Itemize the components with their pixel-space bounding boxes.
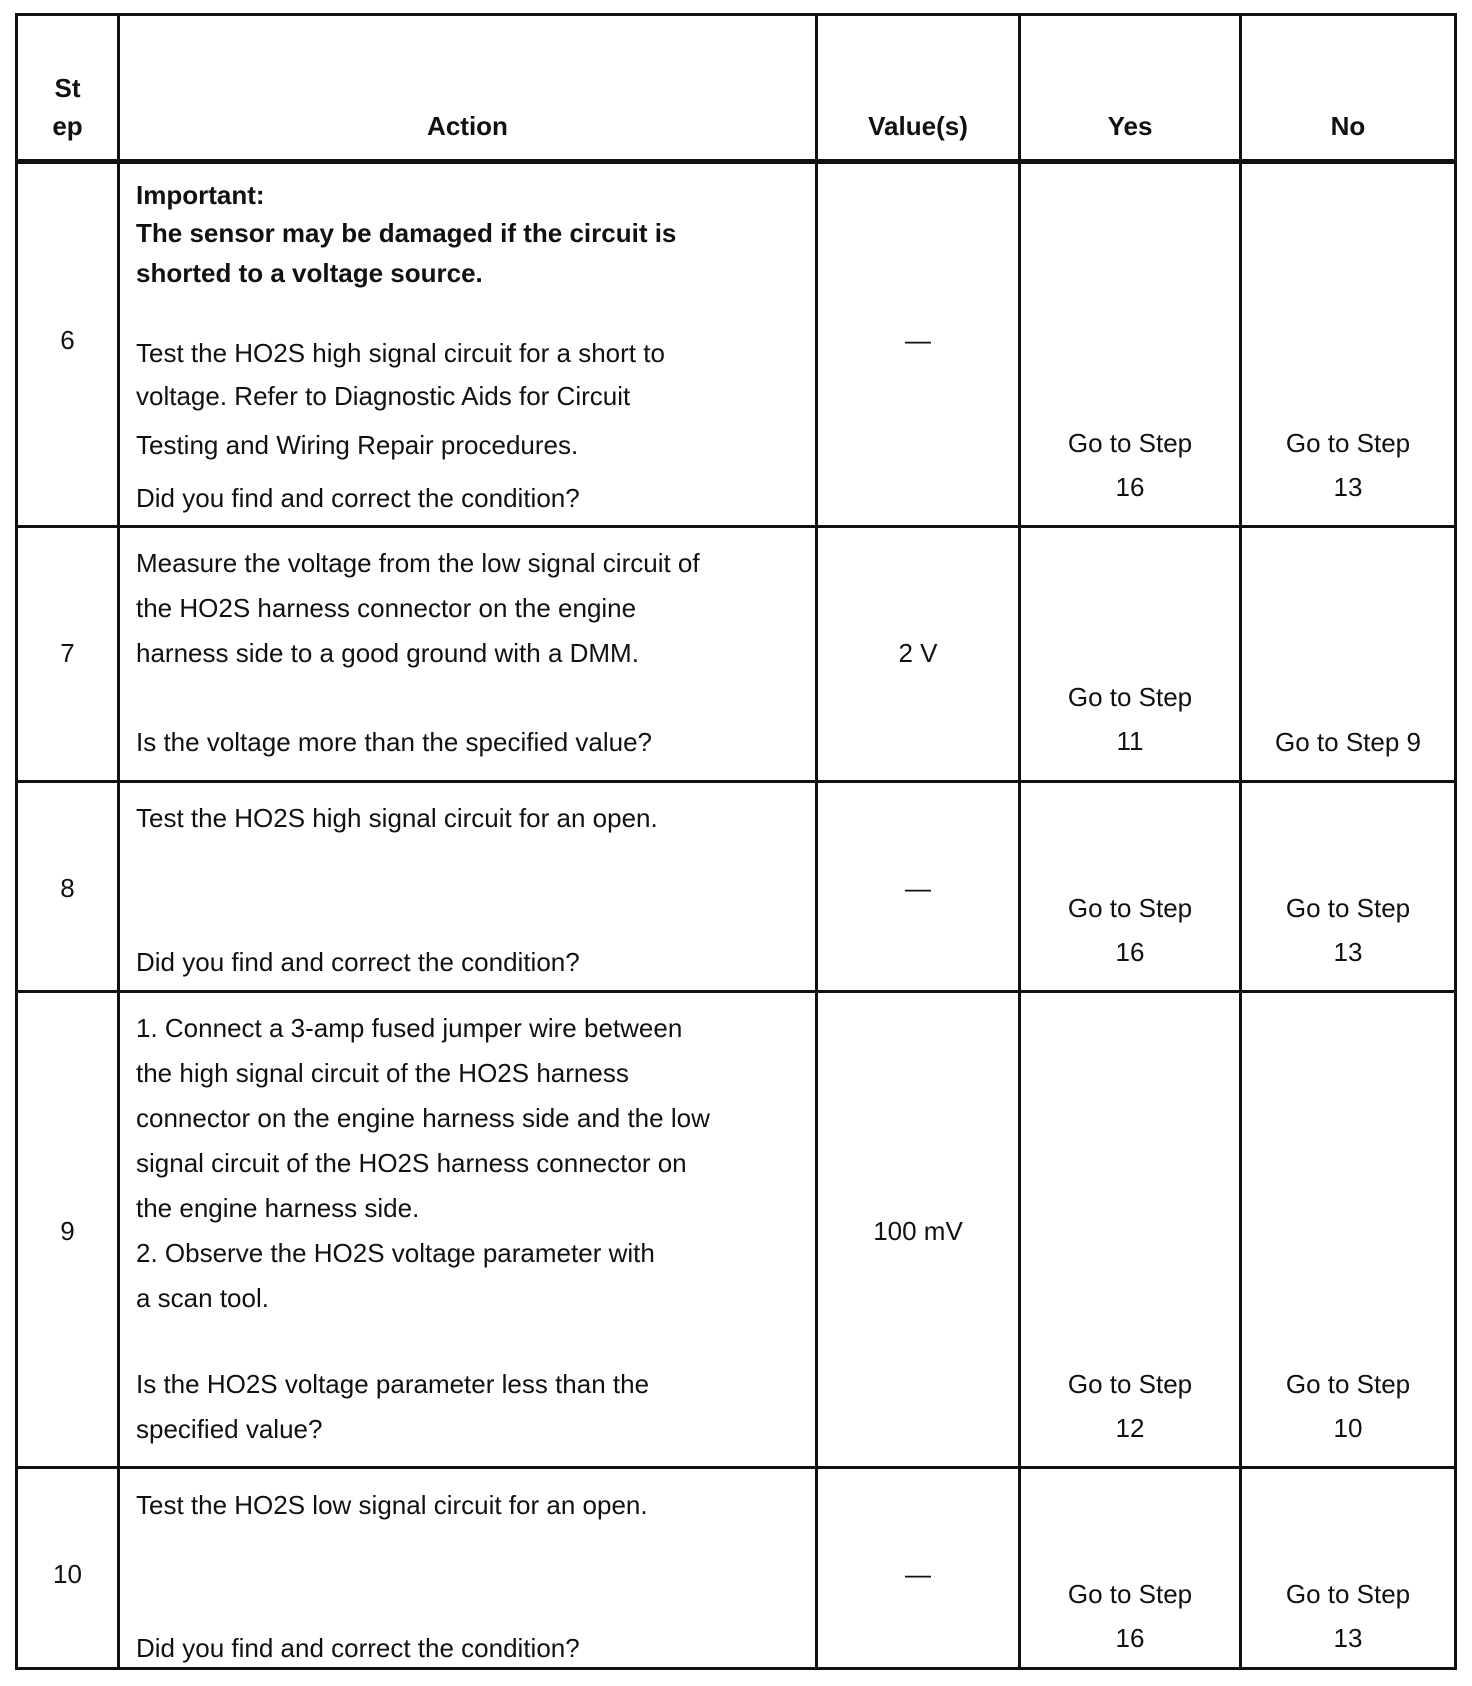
yes-cell: Go to Step 16 bbox=[1067, 428, 1193, 502]
value-cell: — bbox=[905, 1559, 931, 1589]
action-question: Did you find and correct the condition? bbox=[136, 483, 580, 513]
header-yes: Yes bbox=[1107, 111, 1153, 141]
action-text-line: Testing and Wiring Repair procedures. bbox=[136, 430, 579, 460]
action-text-line: the engine harness side. bbox=[136, 1193, 420, 1223]
important-label: Important: bbox=[136, 180, 265, 210]
value-cell: — bbox=[905, 325, 931, 355]
value-cell: 2 V bbox=[898, 638, 938, 668]
yes-cell: Go to Step 12 bbox=[1067, 1369, 1193, 1443]
no-cell: Go to Step 13 bbox=[1285, 1579, 1411, 1653]
diagnostic-table bbox=[15, 13, 1457, 1670]
yes-cell: Go to Step 16 bbox=[1067, 1579, 1193, 1653]
yes-cell: Go to Step 11 bbox=[1067, 682, 1193, 756]
action-text-line: connector on the engine harness side and the low bbox=[136, 1103, 710, 1133]
action-text-line: Test the HO2S high signal circuit for a short to bbox=[136, 338, 665, 368]
step-number: 9 bbox=[60, 1216, 75, 1246]
table-border-left bbox=[15, 13, 18, 1670]
step-number: 10 bbox=[53, 1559, 82, 1589]
value-cell: 100 mV bbox=[873, 1216, 963, 1246]
no-cell: Go to Step 9 bbox=[1275, 727, 1421, 757]
action-question: Did you find and correct the condition? bbox=[136, 1633, 580, 1663]
action-text-line: Test the HO2S low signal circuit for an open. bbox=[136, 1490, 648, 1520]
action-text-line: voltage. Refer to Diagnostic Aids for Circuit bbox=[136, 381, 631, 411]
action-question: Did you find and correct the condition? bbox=[136, 947, 580, 977]
header-step: St ep bbox=[52, 73, 83, 141]
yes-cell: Go to Step 16 bbox=[1067, 893, 1193, 967]
action-text-line: Measure the voltage from the low signal circuit of bbox=[136, 548, 700, 578]
action-text-line: harness side to a good ground with a DMM. bbox=[136, 638, 639, 668]
no-cell: Go to Step 13 bbox=[1285, 893, 1411, 967]
table-border-right bbox=[1454, 13, 1457, 1670]
action-text-line: the HO2S harness connector on the engine bbox=[136, 593, 637, 623]
action-text-line: 2. Observe the HO2S voltage parameter with bbox=[136, 1238, 655, 1268]
column-divider bbox=[815, 13, 818, 1670]
step-number: 7 bbox=[60, 638, 75, 668]
step-number: 6 bbox=[60, 325, 75, 355]
no-cell: Go to Step 10 bbox=[1285, 1369, 1411, 1443]
header-values: Value(s) bbox=[868, 111, 968, 141]
value-cell: — bbox=[905, 873, 931, 903]
column-divider bbox=[117, 13, 120, 1670]
important-note-line: shorted to a voltage source. bbox=[136, 258, 483, 288]
header-action: Action bbox=[427, 111, 508, 141]
important-note-line: The sensor may be damaged if the circuit is bbox=[136, 218, 677, 248]
action-question: Is the HO2S voltage parameter less than the bbox=[136, 1369, 650, 1399]
action-text-line: signal circuit of the HO2S harness connector on bbox=[136, 1148, 687, 1178]
action-text-line: a scan tool. bbox=[136, 1283, 269, 1313]
header-no: No bbox=[1330, 111, 1366, 141]
no-cell: Go to Step 13 bbox=[1285, 428, 1411, 502]
action-question: specified value? bbox=[136, 1414, 323, 1444]
action-text-line: the high signal circuit of the HO2S harness bbox=[136, 1058, 629, 1088]
action-text-line: Test the HO2S high signal circuit for an open. bbox=[136, 803, 658, 833]
step-number: 8 bbox=[60, 873, 75, 903]
action-question: Is the voltage more than the specified value? bbox=[136, 727, 652, 757]
action-text-line: 1. Connect a 3-amp fused jumper wire between bbox=[136, 1013, 683, 1043]
